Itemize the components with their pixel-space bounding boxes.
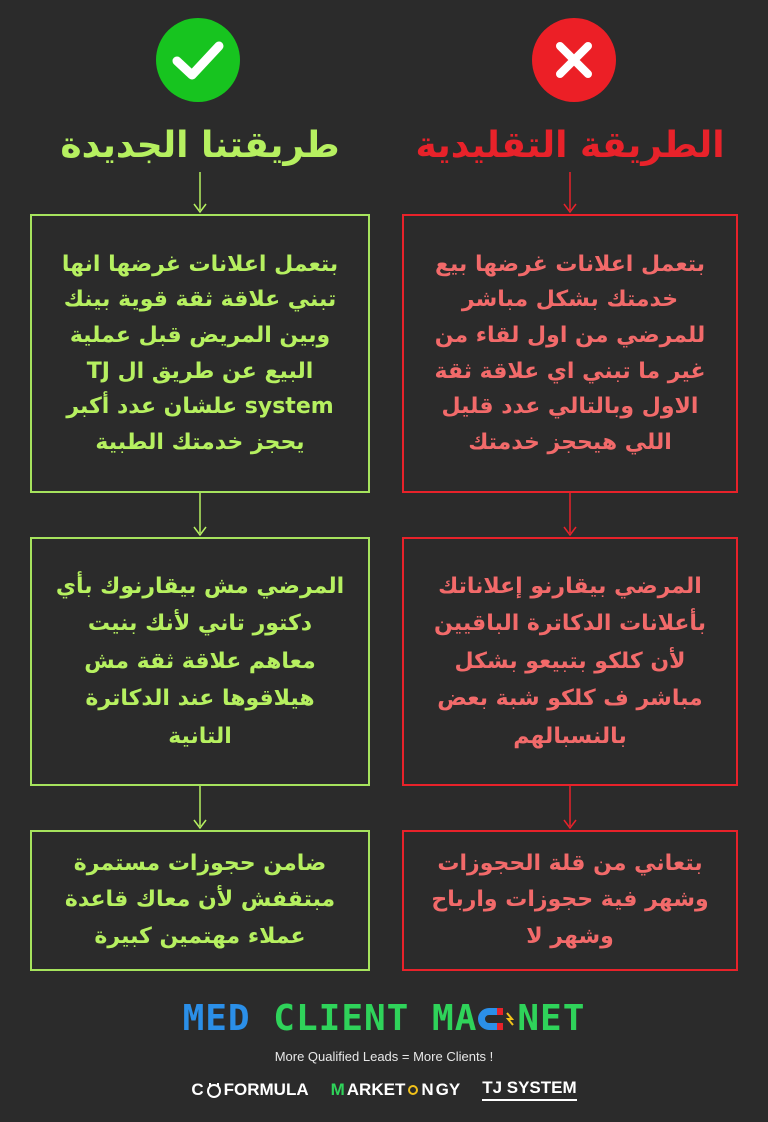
new-method-text-3: ضامن حجوزات مستمرة مبتقفش لأن معاك قاعدة عملاء مهتمين كبيرة <box>64 851 336 949</box>
tagline: More Qualified Leads = More Clients ! <box>274 1049 494 1064</box>
cross-badge <box>532 18 616 102</box>
brand-part-client: CLIENT MA <box>273 998 478 1039</box>
tj-system-text: TJ SYSTEM <box>482 1078 577 1097</box>
traditional-method-box-1 <box>402 214 738 493</box>
traditional-method-box-3 <box>402 830 738 971</box>
marketingy-logo <box>331 1080 461 1100</box>
brand-logo <box>0 998 768 1039</box>
new-method-box-1 <box>30 214 370 493</box>
arrow-down-icon <box>190 493 210 537</box>
marketingy-rest: ARKET <box>346 1079 406 1099</box>
traditional-method-text-3: بتعاني من قلة الحجوزات وشهر فية حجوزات وارباح وشهر لا <box>431 851 709 949</box>
tj-system-logo <box>482 1078 576 1101</box>
new-method-text-1: بتعمل اعلانات غرضها انها تبني علاقة ثقة قوية بينك وبين المريض قبل عملية البيع عن طريق ال TJ system علشان عدد أكبر يحجز خدمتك الطبية <box>61 251 339 455</box>
arrow-down-icon <box>190 172 210 214</box>
co-formula-prefix: C <box>191 1079 204 1099</box>
cross-icon <box>552 38 596 82</box>
magnet-icon <box>477 1004 517 1034</box>
arrow-down-icon <box>190 786 210 830</box>
stethoscope-icon <box>206 1081 222 1099</box>
brand-part-net: NET <box>517 998 586 1039</box>
traditional-method-box-2 <box>402 537 738 786</box>
co-formula-logo <box>191 1080 308 1100</box>
brand-part-med: MED <box>182 998 251 1039</box>
traditional-method-text-1: بتعمل اعلانات غرضها بيع خدمتك بشكل مباشر للمرضي من اول لقاء من غير ما تبني اي علاقة ثقة الاول وبالتالي عدد قليل اللي هيحجز خدمتك <box>434 251 706 455</box>
co-formula-rest: FORMULA <box>223 1079 309 1099</box>
partner-logos <box>0 1078 768 1101</box>
arrow-down-icon <box>560 172 580 214</box>
new-method-text-2: المرضي مش بيقارنوك بأي دكتور تاني لأنك بنيت معاهم علاقة ثقة مش هيلاقوها عند الدكاترة التانية <box>55 574 345 749</box>
arrow-down-icon <box>560 786 580 830</box>
new-method-box-3 <box>30 830 370 971</box>
new-method-box-2 <box>30 537 370 786</box>
gear-icon <box>407 1084 419 1096</box>
traditional-method-text-2: المرضي بيقارنو إعلاناتك بأعلانات الدكاترة الباقيين لأن كلكو بتبيعو بشكل مباشر ف كلكو شبة بعض بالنسبالهم <box>434 574 706 749</box>
right-column-title: الطريقة التقليدية <box>415 125 725 166</box>
marketingy-suffix: GY <box>435 1079 461 1099</box>
left-column-title: طريقتنا الجديدة <box>60 125 340 166</box>
checkmark-icon <box>171 39 225 81</box>
arrow-down-icon <box>560 493 580 537</box>
marketingy-prefix: M <box>330 1079 345 1099</box>
checkmark-badge <box>156 18 240 102</box>
marketingy-middle: N <box>421 1079 434 1099</box>
